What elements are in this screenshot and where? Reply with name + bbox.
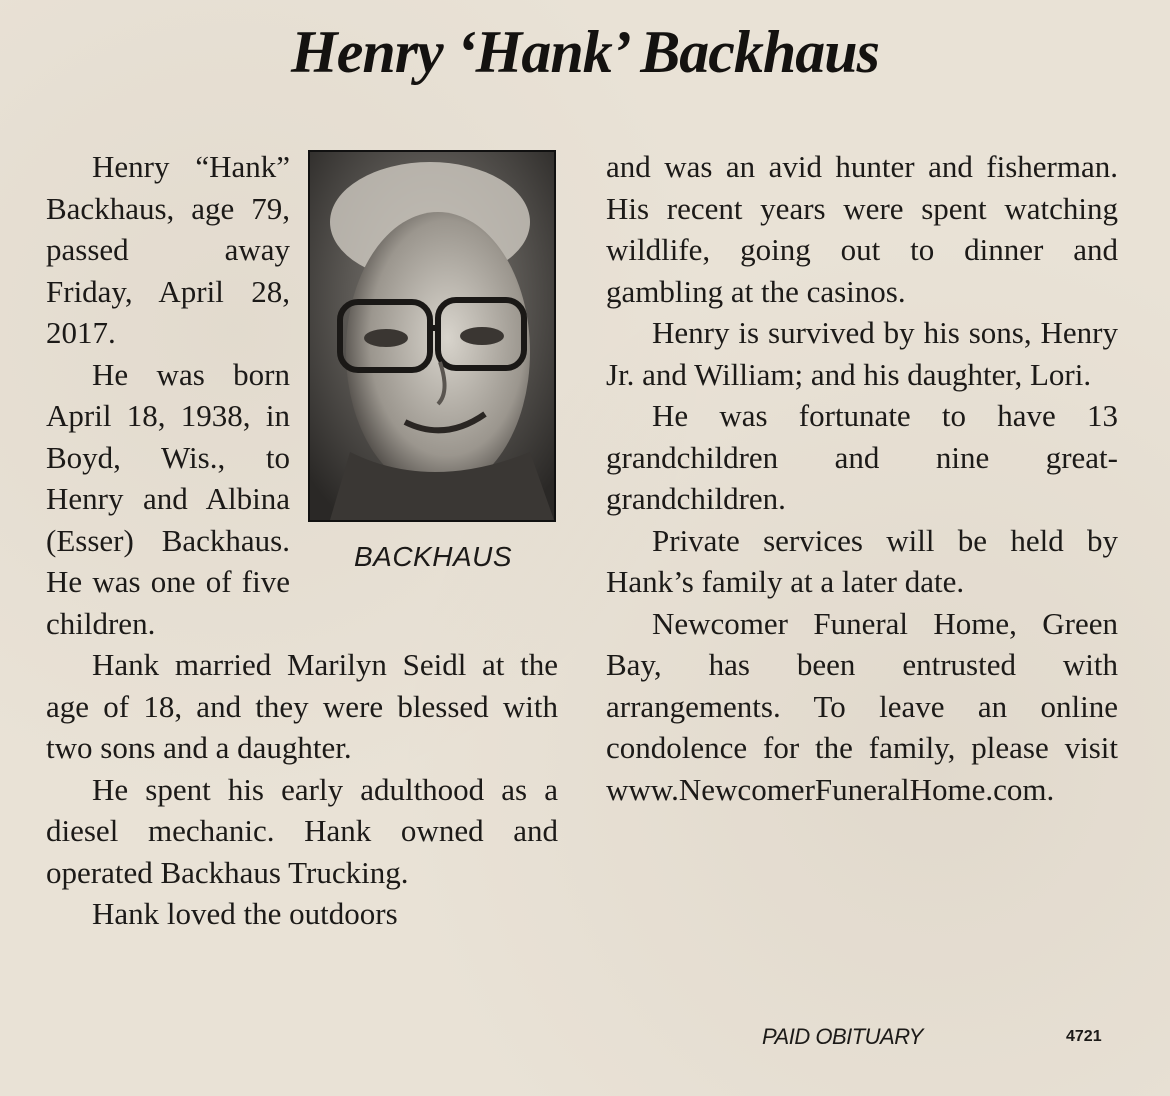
paragraph: Hank married Marilyn Seidl at the age of 18, and they were blessed with two sons and a daughter.	[46, 647, 558, 765]
paragraph: He was born April 18, 1938, in Boyd, Wis., to Henry and Albina (Esser) Backhaus. He was one of five children.	[46, 356, 290, 641]
paragraph: Henry “Hank” Backhaus, age 79, passed away Friday, April 28, 2017.	[46, 149, 290, 350]
portrait-photo	[308, 150, 556, 522]
column-right	[606, 146, 1118, 810]
paragraph: Henry is survived by his sons, Henry Jr. and William; and his daughter, Lori.	[606, 315, 1118, 392]
paragraph: Hank loved the outdoors	[92, 896, 398, 931]
paragraph: He spent his early adulthood as a diesel mechanic. Hank owned and operated Backhaus Trucking.	[46, 771, 558, 890]
paragraph: He was fortunate to have 13 grandchildren and nine great-grandchildren.	[606, 398, 1118, 516]
paragraph: and was an avid hunter and fisherman. His recent years were spent watching wildlife, going out to dinner and gambling at the casinos.	[606, 149, 1118, 309]
paragraph: Private services will be held by Hank’s family at a later date.	[606, 522, 1118, 599]
paid-obituary-label: PAID OBITUARY	[762, 1024, 923, 1049]
paragraph: Newcomer Funeral Home, Green Bay, has been entrusted with arrangements. To leave an online condolence for the family, please visit www.NewcomerFuneralHome.com.	[606, 605, 1118, 807]
photo-caption: BACKHAUS	[353, 541, 513, 572]
column-left	[46, 146, 558, 935]
photo-block	[308, 146, 558, 596]
ad-number: 4721	[1066, 1028, 1102, 1045]
obituary-headline: Henry ‘Hank’ Backhaus	[291, 19, 879, 85]
portrait-photo-icon	[310, 152, 554, 520]
